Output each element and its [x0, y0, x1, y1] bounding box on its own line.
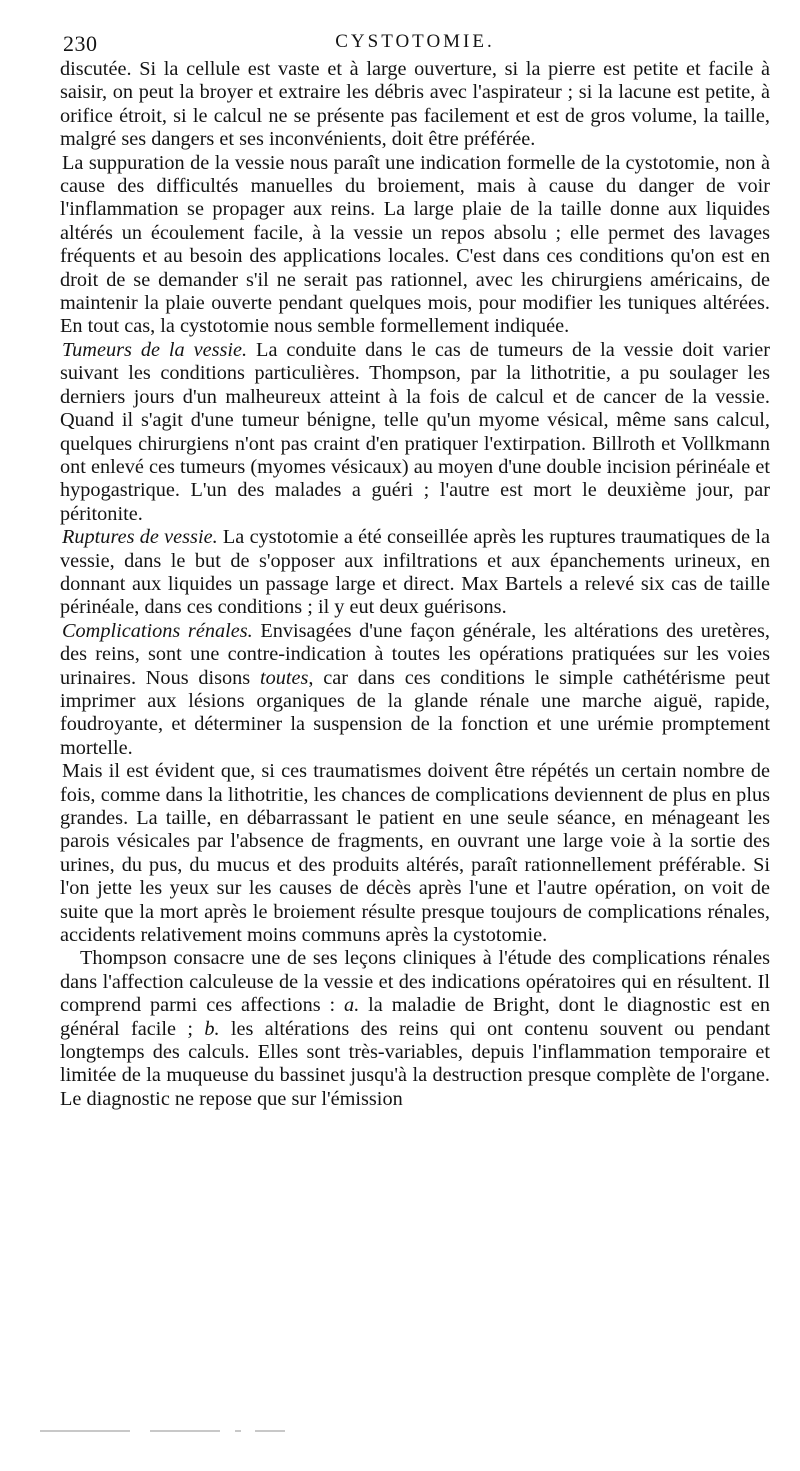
section-lead: Tumeurs de la vessie. [62, 338, 248, 361]
paragraph-text: Envisagées d'une façon générale, les altérations des uretères, des reins, sont une contre-indication à toutes les opérations pratiquées sur les voies urinaires. Nous disons [60, 619, 771, 689]
body-text [60, 58, 770, 1111]
running-head: CYSTOTOMIE. [335, 31, 495, 52]
emphasis: b. [204, 1017, 220, 1040]
paragraph-continuation [60, 58, 770, 152]
page-number: 230 [63, 31, 98, 56]
scan-footer-marks [40, 1430, 740, 1436]
paragraph-suppuration [60, 152, 770, 339]
page-header [60, 0, 770, 58]
section-lead: Complications rénales. [62, 619, 253, 642]
paragraph-complications [60, 620, 770, 760]
paragraph-text: La suppuration de la vessie nous paraît une indication formelle de la cystotomie, non à cause des difficultés manuelles du broiement, mais à cause du danger de voir l'inflammation se propager aux reins. La large plaie de la taille donne aux liquides altérés un écoulement facile, à la vessie un repos absolu ; elle permet des lavages fréquents et au besoin des applications locales. C'est dans ces conditions qu'on est en droit de se demander s'il ne serait pas rationnel, avec les chirurgiens américains, de maintenir la plaie ouverte pendant quelques mois, pour modifier les tuniques altérées. En tout cas, la cystotomie nous semble formellement indiquée. [60, 151, 770, 338]
paragraph-text: discutée. Si la cellule est vaste et à large ouverture, si la pierre est petite et facile à saisir, on peut la broyer et extraire les débris avec l'aspirateur ; si la lacune est petite, à orifice étroit, si le calcul ne se présente pas facilement et est de gros volume, la taille, malgré ses dangers et ses inconvénients, doit être préférée. [60, 58, 770, 151]
paragraph-text: , car dans ces conditions le simple cathétérisme peut imprimer aux lésions organiques de la glande rénale une marche aiguë, rapide, foudroyante, et déterminer la suspension de la fonction et une urémie promptement mortelle. [60, 666, 770, 759]
section-lead: Ruptures de vessie. [62, 526, 218, 549]
emphasis: toutes [259, 666, 309, 689]
paragraph-text: les altérations des reins qui ont contenu souvent ou pendant longtemps des calculs. Elles sont très-variables, depuis l'inflammation temporaire et limitée de la muqueuse du bassinet jusqu'à la destruction presque complète de l'organe. Le diagnostic ne repose que sur l'émission [60, 1017, 770, 1110]
paragraph-tumeurs [60, 339, 770, 526]
paragraph-text: Mais il est évident que, si ces traumatismes doivent être répétés un certain nombre de fois, comme dans la lithotritie, les chances de complications deviennent de plus en plus grandes. La taille, en débarrassant le patient en une seule séance, en ménageant les parois vésicales par l'absence de fragments, en ouvrant une large voie à la sortie des urines, du pus, du mucus et des produits altérés, paraît rationnellement préférable. Si l'on jette les yeux sur les causes de décès après l'une et l'autre opération, on voit de suite que la mort après le broiement résulte presque toujours de complications rénales, accidents relativement moins communs après la cystotomie. [60, 760, 770, 947]
scan-mark [255, 1430, 285, 1432]
scan-mark [40, 1430, 130, 1432]
paragraph-text: Thompson consacre une de ses leçons cliniques à l'étude des complications rénales dans l'affection calculeuse de la vessie et des indications opératoires qui en résultent. Il comprend parmi ces affections : [60, 947, 770, 1017]
paragraph-ruptures [60, 526, 770, 620]
paragraph-text: La conduite dans le cas de tumeurs de la vessie doit varier suivant les conditions particulières. Thompson, par la lithotritie, a pu soulager les derniers jours d'un malheureux atteint à la fois de calcul et de cancer de la vessie. Quand il s'agit d'une tumeur bénigne, telle qu'un myome vésical, même sans calcul, quelques chirurgiens n'ont pas craint d'en pratiquer l'extirpation. Billroth et Vollkmann ont enlevé ces tumeurs (myomes vésicaux) au moyen d'une double incision périnéale et hypogastrique. L'un des malades a guéri ; l'autre est mort le deuxième jour, par péritonite. [60, 338, 770, 525]
scan-mark [150, 1430, 220, 1432]
paragraph-thompson [60, 947, 770, 1111]
paragraph-text: la maladie de Bright, dont le diagnostic est en général facile ; [60, 994, 771, 1040]
paragraph-text: La cystotomie a été conseillée après les ruptures traumatiques de la vessie, dans le but de s'opposer aux infiltrations et aux épanchements urineux, en donnant aux liquides un passage large et direct. Max Bartels a relevé six cas de taille périnéale, dans ces conditions ; il y eut deux guérisons. [60, 526, 770, 619]
paragraph-traumatismes [60, 760, 770, 947]
emphasis: a. [344, 994, 360, 1017]
scan-mark [235, 1430, 241, 1432]
